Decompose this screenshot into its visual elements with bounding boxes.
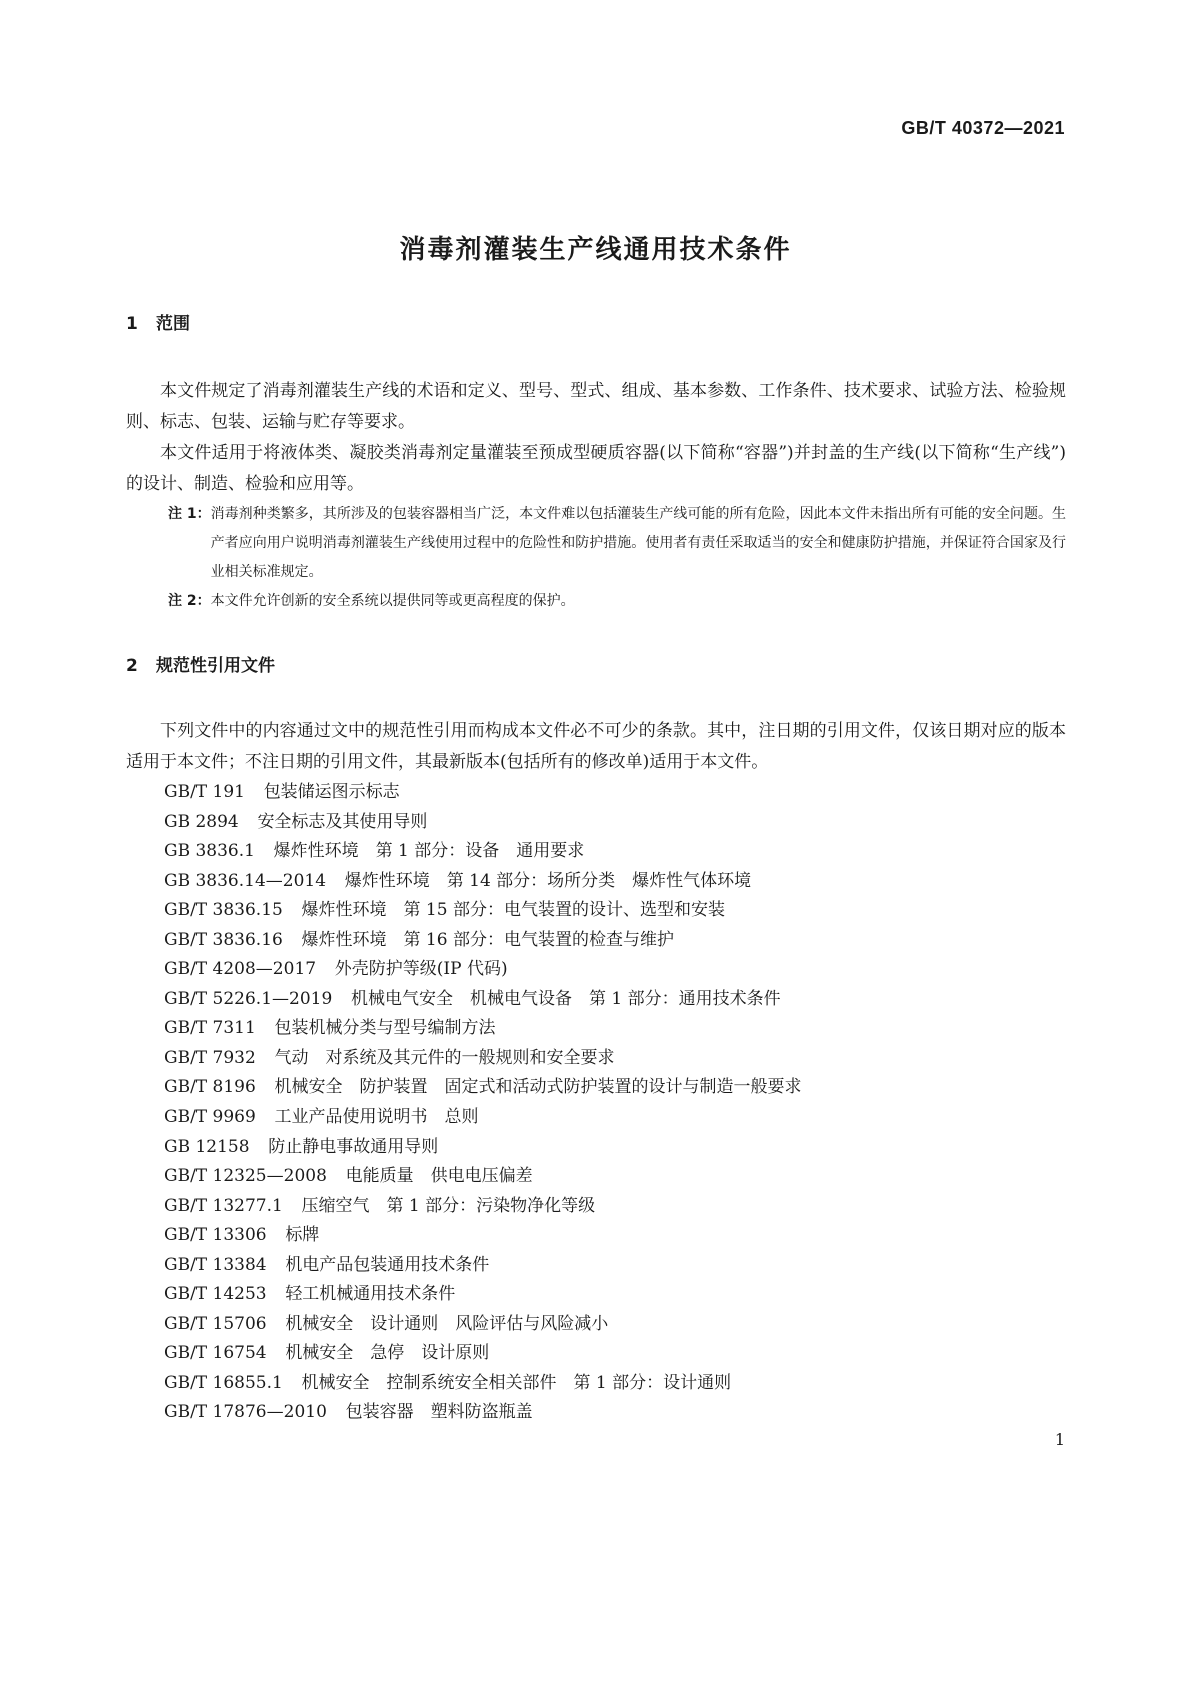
reference-code: GB/T 4208—2017: [164, 959, 317, 980]
reference-code: GB/T 191: [164, 782, 245, 802]
reference-title: 机电产品包装通用技术条件: [285, 1254, 490, 1275]
reference-title: 机械电气安全 机械电气设备 第 1 部分：通用技术条件: [350, 988, 781, 1009]
reference-code: GB/T 15706: [164, 1313, 267, 1334]
reference-code: GB/T 13277.1: [164, 1195, 283, 1216]
reference-code: GB 2894: [164, 811, 239, 832]
reference-item: [164, 778, 1066, 808]
reference-title: 电能质量 供电电压偏差: [345, 1166, 533, 1187]
section-title: 范围: [156, 314, 190, 334]
section-heading: [126, 654, 1066, 678]
document-body: [126, 312, 1066, 1428]
reference-item: [164, 1221, 1066, 1251]
reference-item: [164, 1192, 1066, 1222]
reference-code: GB 3836.14—2014: [164, 870, 327, 891]
section-normative-references: [126, 654, 1066, 1428]
reference-code: GB 3836.1: [164, 841, 255, 862]
note-label: 注 2：: [168, 593, 211, 609]
note-text: 消毒剂种类繁多，其所涉及的包装容器相当广泛，本文件难以包括灌装生产线可能的所有危险，因此本文件未指出所有可能的安全问题。生产者应向用户说明消毒剂灌装生产线使用过程中的危险性和防护措施。使用者有责任采取适当的安全和健康防护措施，并保证符合国家及行业相关标准规定。: [210, 506, 1066, 580]
reference-code: GB/T 7932: [164, 1047, 256, 1068]
reference-title: 爆炸性环境 第 1 部分：设备 通用要求: [273, 841, 585, 862]
reference-title: 机械安全 设计通则 风险评估与风险减小: [285, 1313, 609, 1334]
reference-title: 防止静电事故通用导则: [268, 1136, 439, 1157]
reference-code: GB 12158: [164, 1136, 250, 1157]
reference-title: 机械安全 急停 设计原则: [285, 1343, 490, 1364]
paragraph: 本文件适用于将液体类、凝胶类消毒剂定量灌装至预成型硬质容器(以下简称“容器”)并封盖的生产线(以下简称“生产线”)的设计、制造、检验和应用等。: [126, 443, 1066, 494]
reference-item: [164, 896, 1066, 926]
reference-code: GB/T 12325—2008: [164, 1166, 327, 1187]
reference-title: 包装储运图示标志: [263, 782, 400, 802]
section-number: 1: [126, 314, 138, 334]
reference-title: 包装容器 塑料防盗瓶盖: [345, 1402, 533, 1423]
section-scope: [126, 312, 1066, 616]
reference-title: 气动 对系统及其元件的一般规则和安全要求: [274, 1047, 615, 1068]
reference-code: GB/T 17876—2010: [164, 1402, 327, 1423]
reference-code: GB/T 9969: [164, 1107, 256, 1128]
section-title: 规范性引用文件: [156, 656, 275, 676]
document-title: 消毒剂灌装生产线通用技术条件: [399, 235, 792, 266]
reference-code: GB/T 16754: [164, 1343, 267, 1364]
reference-item: [164, 1251, 1066, 1281]
reference-item: [164, 1103, 1066, 1133]
reference-title: 工业产品使用说明书 总则: [274, 1107, 479, 1128]
reference-item: [164, 1398, 1066, 1428]
reference-code: GB/T 8196: [164, 1077, 256, 1098]
note-text: 本文件允许创新的安全系统以提供同等或更高程度的保护。: [210, 593, 575, 609]
reference-item: [164, 1162, 1066, 1192]
section-number: 2: [126, 656, 138, 676]
reference-code: GB/T 16855.1: [164, 1372, 283, 1393]
reference-item: [164, 1133, 1066, 1163]
note: [126, 587, 1066, 616]
reference-list: [126, 778, 1066, 1428]
reference-item: [164, 1369, 1066, 1399]
reference-code: GB/T 13306: [164, 1225, 267, 1246]
paragraph: 本文件规定了消毒剂灌装生产线的术语和定义、型号、型式、组成、基本参数、工作条件、技术要求、试验方法、检验规则、标志、包装、运输与贮存等要求。: [126, 381, 1066, 432]
reference-item: [164, 955, 1066, 985]
reference-item: [164, 1044, 1066, 1074]
reference-title: 外壳防护等级(IP 代码): [334, 959, 508, 980]
reference-item: [164, 837, 1066, 867]
reference-title: 轻工机械通用技术条件: [285, 1284, 456, 1305]
reference-code: GB/T 3836.15: [164, 900, 283, 921]
reference-item: [164, 1310, 1066, 1340]
reference-code: GB/T 13384: [164, 1254, 267, 1275]
reference-code: GB/T 5226.1—2019: [164, 988, 333, 1009]
reference-code: GB/T 14253: [164, 1284, 267, 1305]
note: [126, 500, 1066, 587]
reference-title: 安全标志及其使用导则: [257, 811, 428, 832]
reference-code: GB/T 3836.16: [164, 929, 283, 950]
reference-title: 机械安全 控制系统安全相关部件 第 1 部分：设计通则: [301, 1372, 732, 1393]
reference-item: [164, 1339, 1066, 1369]
note-label: 注 1：: [168, 506, 211, 522]
reference-title: 爆炸性环境 第 15 部分：电气装置的设计、选型和安装: [301, 900, 725, 921]
section-heading: [126, 312, 1066, 336]
standard-code: GB/T 40372—2021: [901, 118, 1065, 138]
paragraph: 下列文件中的内容通过文中的规范性引用而构成本文件必不可少的条款。其中，注日期的引用文件，仅该日期对应的版本适用于本文件；不注日期的引用文件，其最新版本(包括所有的修改单)适用于本文件。: [126, 721, 1066, 772]
reference-item: [164, 1280, 1066, 1310]
page-number: 1: [1054, 1430, 1065, 1449]
reference-item: [164, 867, 1066, 897]
reference-title: 机械安全 防护装置 固定式和活动式防护装置的设计与制造一般要求: [274, 1077, 802, 1098]
reference-item: [164, 926, 1066, 956]
reference-title: 爆炸性环境 第 16 部分：电气装置的检查与维护: [301, 929, 674, 950]
reference-title: 压缩空气 第 1 部分：污染物净化等级: [301, 1195, 596, 1216]
reference-title: 包装机械分类与型号编制方法: [274, 1018, 496, 1039]
reference-code: GB/T 7311: [164, 1018, 256, 1039]
reference-item: [164, 808, 1066, 838]
reference-item: [164, 1073, 1066, 1103]
reference-item: [164, 985, 1066, 1015]
reference-title: 标牌: [285, 1225, 320, 1246]
reference-item: [164, 1014, 1066, 1044]
reference-title: 爆炸性环境 第 14 部分：场所分类 爆炸性气体环境: [344, 870, 752, 891]
